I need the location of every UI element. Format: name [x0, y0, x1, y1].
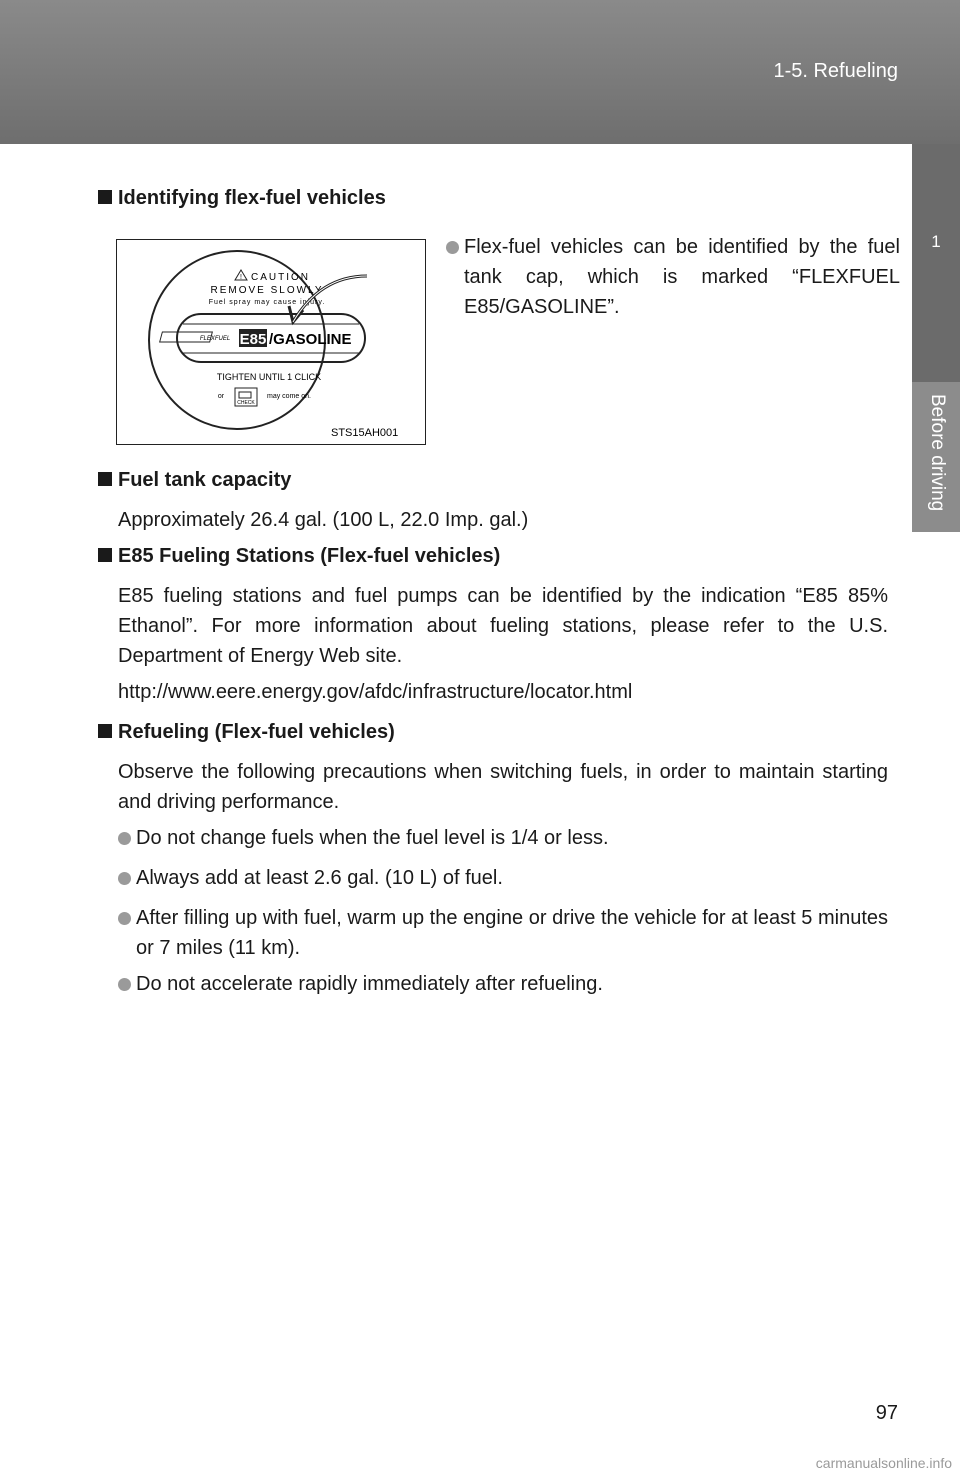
chapter-label: Before driving [927, 394, 948, 512]
list-item: Do not change fuels when the fuel level is 1/4 or less. [118, 823, 888, 853]
stations-url: http://www.eere.energy.gov/afdc/infrastructure/locator.html [118, 681, 633, 703]
warning-triangle-icon [235, 270, 247, 281]
cap-flexfuel-text: FLEXFUEL [199, 336, 231, 342]
bullet-dot-icon [118, 978, 131, 991]
cap-spray-text: Fuel spray may cause injury. [208, 299, 326, 306]
cap-remove-text: REMOVE SLOWLY [210, 285, 324, 296]
list-item: After filling up with fuel, warm up the engine or drive the vehicle for at least 5 minutes or 7 miles (11 km). [118, 903, 888, 963]
square-bullet-icon [98, 190, 112, 204]
heading-refueling: Refueling (Flex-fuel vehicles) [98, 721, 395, 744]
square-bullet-icon [98, 548, 112, 562]
bullet-dot-icon [118, 912, 131, 925]
section-title: 1-5. Refueling [773, 60, 898, 82]
heading-identifying: Identifying flex-fuel vehicles [98, 187, 386, 210]
heading-stations: E85 Fueling Stations (Flex-fuel vehicles) [98, 545, 500, 568]
fuel-cap-figure [116, 239, 426, 445]
page-number: 97 [875, 1402, 898, 1424]
capacity-text: Approximately 26.4 gal. (100 L, 22.0 Imp. gal.) [118, 509, 529, 531]
chapter-tab [912, 144, 960, 382]
list-item: Do not accelerate rapidly immediately after refueling. [118, 969, 888, 999]
chapter-label-tab [912, 382, 960, 532]
list-item: Always add at least 2.6 gal. (10 L) of fuel. [118, 863, 888, 893]
cap-or-text: or [217, 393, 225, 400]
cap-may-text: may come on. [267, 393, 311, 400]
cap-e85-text: E85 [239, 331, 267, 348]
stations-text: E85 fueling stations and fuel pumps can be identified by the indication “E85 85% Ethanol”. For more information about fueling stations, please refer to the U.S. Department of Energy Web site. [118, 585, 888, 667]
bullet-identifying: Flex-fuel vehicles can be identified by the fuel tank cap, which is marked “FLEXFUEL E85/GASOLINE”. [446, 232, 900, 322]
cap-tighten-text: TIGHTEN UNTIL 1 CLICK [216, 372, 322, 382]
figure-code: STS15AH001 [331, 427, 399, 439]
svg-text:!: ! [240, 274, 242, 281]
cap-gasoline-text: /GASOLINE [269, 331, 352, 348]
bullet-dot-icon [118, 872, 131, 885]
engine-icon [239, 392, 251, 398]
bullet-dot-icon [446, 241, 459, 254]
heading-capacity: Fuel tank capacity [98, 469, 291, 492]
watermark: carmanualsonline.info [815, 1455, 952, 1471]
cap-check-text: CHECK [237, 400, 255, 406]
square-bullet-icon [98, 724, 112, 738]
chapter-number: 1 [931, 232, 941, 251]
bullet-dot-icon [118, 832, 131, 845]
cap-caution-text: CAUTION [251, 272, 310, 283]
square-bullet-icon [98, 472, 112, 486]
refueling-text: Observe the following precautions when switching fuels, in order to maintain starting and driving performance. [118, 761, 888, 813]
page-header [0, 0, 960, 144]
